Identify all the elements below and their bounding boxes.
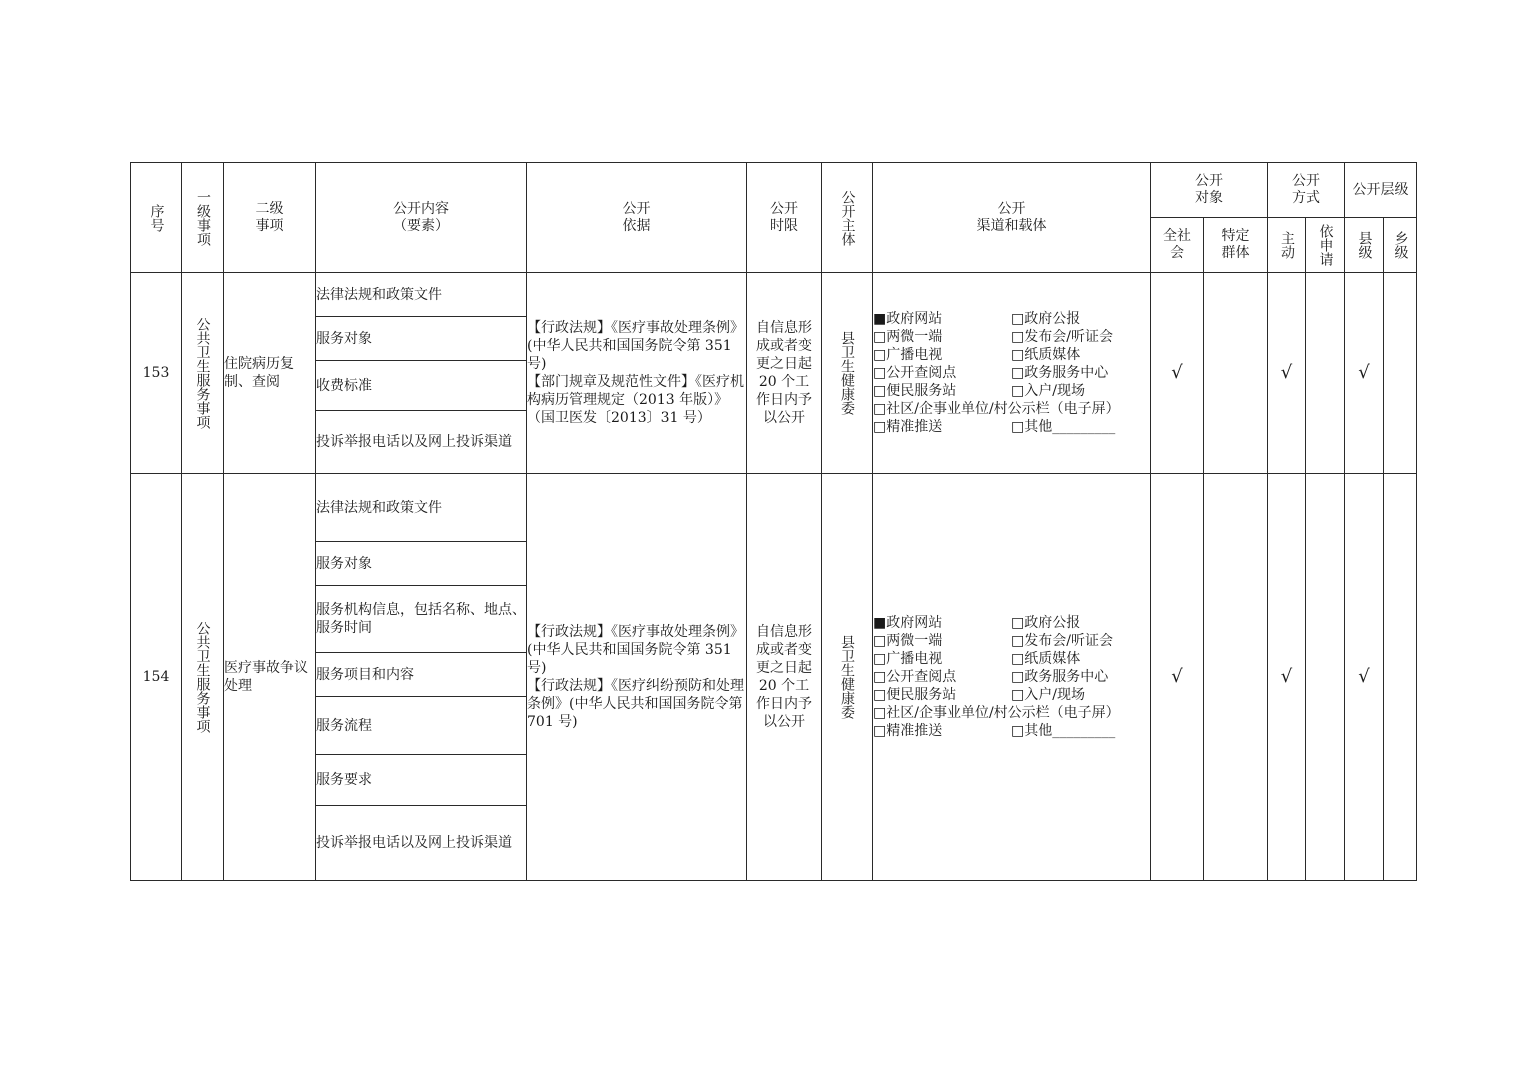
row-mode-active: √ [1268, 273, 1306, 474]
row-level2: 住院病历复制、查阅 [224, 273, 316, 474]
header-subject: 公开主体 [822, 163, 873, 273]
row-subject: 县卫生健康委 [822, 474, 873, 881]
row-tier-county: √ [1345, 474, 1384, 881]
header-basis: 公开 依据 [527, 163, 747, 273]
channel-option: □发布会/听证会 [1011, 329, 1113, 345]
disclosure-table [130, 162, 1417, 881]
header-target-group: 特定 群体 [1204, 218, 1268, 273]
channel-option: □便民服务站 [873, 383, 957, 399]
channel-option: □公开查阅点 [873, 365, 957, 381]
header-channel: 公开 渠道和载体 [873, 163, 1151, 273]
row-basis: 【行政法规】《医疗事故处理条例》(中华人民共和国国务院令第 351 号) 【行政法规】《医疗纠纷预防和处理条例》(中华人民共和国国务院令第 701 号) [527, 474, 747, 881]
row-content-item: 服务流程 [316, 697, 527, 755]
header-content: 公开内容 （要素） [316, 163, 527, 273]
row-mode-active: √ [1268, 474, 1306, 881]
header-target: 公开 对象 [1151, 163, 1268, 218]
header-tier-county: 县级 [1345, 218, 1384, 273]
row-content-item: 服务机构信息，包括名称、地点、服务时间 [316, 586, 527, 653]
header-target-all: 全社 会 [1151, 218, 1204, 273]
row-target-group [1204, 474, 1268, 881]
channel-option: □政府公报 [1011, 311, 1081, 327]
row-target-group [1204, 273, 1268, 474]
row-mode-request [1306, 273, 1345, 474]
row-content-item: 服务要求 [316, 755, 527, 806]
row-tier-county: √ [1345, 273, 1384, 474]
channel-option: □精准推送 [873, 723, 943, 739]
channel-option: □广播电视 [873, 651, 943, 667]
channel-option: □其他_________ [1011, 419, 1116, 435]
row-time: 自信息形成或者变更之日起 20 个工作日内予以公开 [747, 273, 822, 474]
row-time: 自信息形成或者变更之日起 20 个工作日内予以公开 [747, 474, 822, 881]
row-subject: 县卫生健康委 [822, 273, 873, 474]
channel-option: □纸质媒体 [1011, 347, 1081, 363]
channel-option: □精准推送 [873, 419, 943, 435]
row-target-all: √ [1151, 474, 1204, 881]
row-content-item: 法律法规和政策文件 [316, 273, 527, 317]
header-seq: 序号 [131, 163, 182, 273]
channel-option: □公开查阅点 [873, 669, 957, 685]
row-seq: 153 [131, 273, 182, 474]
row-channels [873, 273, 1151, 474]
row-content-item: 服务项目和内容 [316, 653, 527, 697]
channel-option: □两微一端 [873, 633, 943, 649]
channel-option: □政府公报 [1011, 615, 1081, 631]
row-tier-town [1384, 273, 1417, 474]
table-row [131, 474, 1417, 542]
row-level2: 医疗事故争议处理 [224, 474, 316, 881]
header-level2: 二级 事项 [224, 163, 316, 273]
channel-option: □社区/企事业单位/村公示栏（电子屏） [873, 705, 1120, 721]
row-target-all: √ [1151, 273, 1204, 474]
row-channels [873, 474, 1151, 881]
row-content-item: 投诉举报电话以及网上投诉渠道 [316, 411, 527, 474]
header-mode-request: 依申请 [1306, 218, 1345, 273]
header-tier-town: 乡级 [1384, 218, 1417, 273]
channel-option: □便民服务站 [873, 687, 957, 703]
header-time: 公开 时限 [747, 163, 822, 273]
channel-option: □两微一端 [873, 329, 943, 345]
channel-option: □政务服务中心 [1011, 365, 1109, 381]
row-mode-request [1306, 474, 1345, 881]
channel-option: □广播电视 [873, 347, 943, 363]
header-mode-active: 主动 [1268, 218, 1306, 273]
row-content-item: 法律法规和政策文件 [316, 474, 527, 542]
row-content-item: 服务对象 [316, 542, 527, 586]
channel-option: □政务服务中心 [1011, 669, 1109, 685]
table-row [131, 273, 1417, 317]
channel-option: ■政府网站 [873, 615, 943, 631]
channel-option: □发布会/听证会 [1011, 633, 1113, 649]
channel-option: □入户/现场 [1011, 687, 1085, 703]
row-content-item: 服务对象 [316, 317, 527, 361]
channel-option: □其他_________ [1011, 723, 1116, 739]
row-tier-town [1384, 474, 1417, 881]
row-basis: 【行政法规】《医疗事故处理条例》(中华人民共和国国务院令第 351 号) 【部门规章及规范性文件】《医疗机构病历管理规定（2013 年版）》（国卫医发〔2013〕31 号） [527, 273, 747, 474]
channel-option: □入户/现场 [1011, 383, 1085, 399]
header-mode: 公开 方式 [1268, 163, 1345, 218]
row-content-item: 收费标准 [316, 361, 527, 411]
header-level1: 一级事项 [182, 163, 224, 273]
row-content-item: 投诉举报电话以及网上投诉渠道 [316, 806, 527, 881]
header-tier: 公开层级 [1345, 163, 1417, 218]
row-level1: 公共卫生服务事项 [182, 273, 224, 474]
row-level1: 公共卫生服务事项 [182, 474, 224, 881]
row-seq: 154 [131, 474, 182, 881]
channel-option: □社区/企事业单位/村公示栏（电子屏） [873, 401, 1120, 417]
channel-option: □纸质媒体 [1011, 651, 1081, 667]
channel-option: ■政府网站 [873, 311, 943, 327]
header-row-1 [131, 163, 1417, 218]
